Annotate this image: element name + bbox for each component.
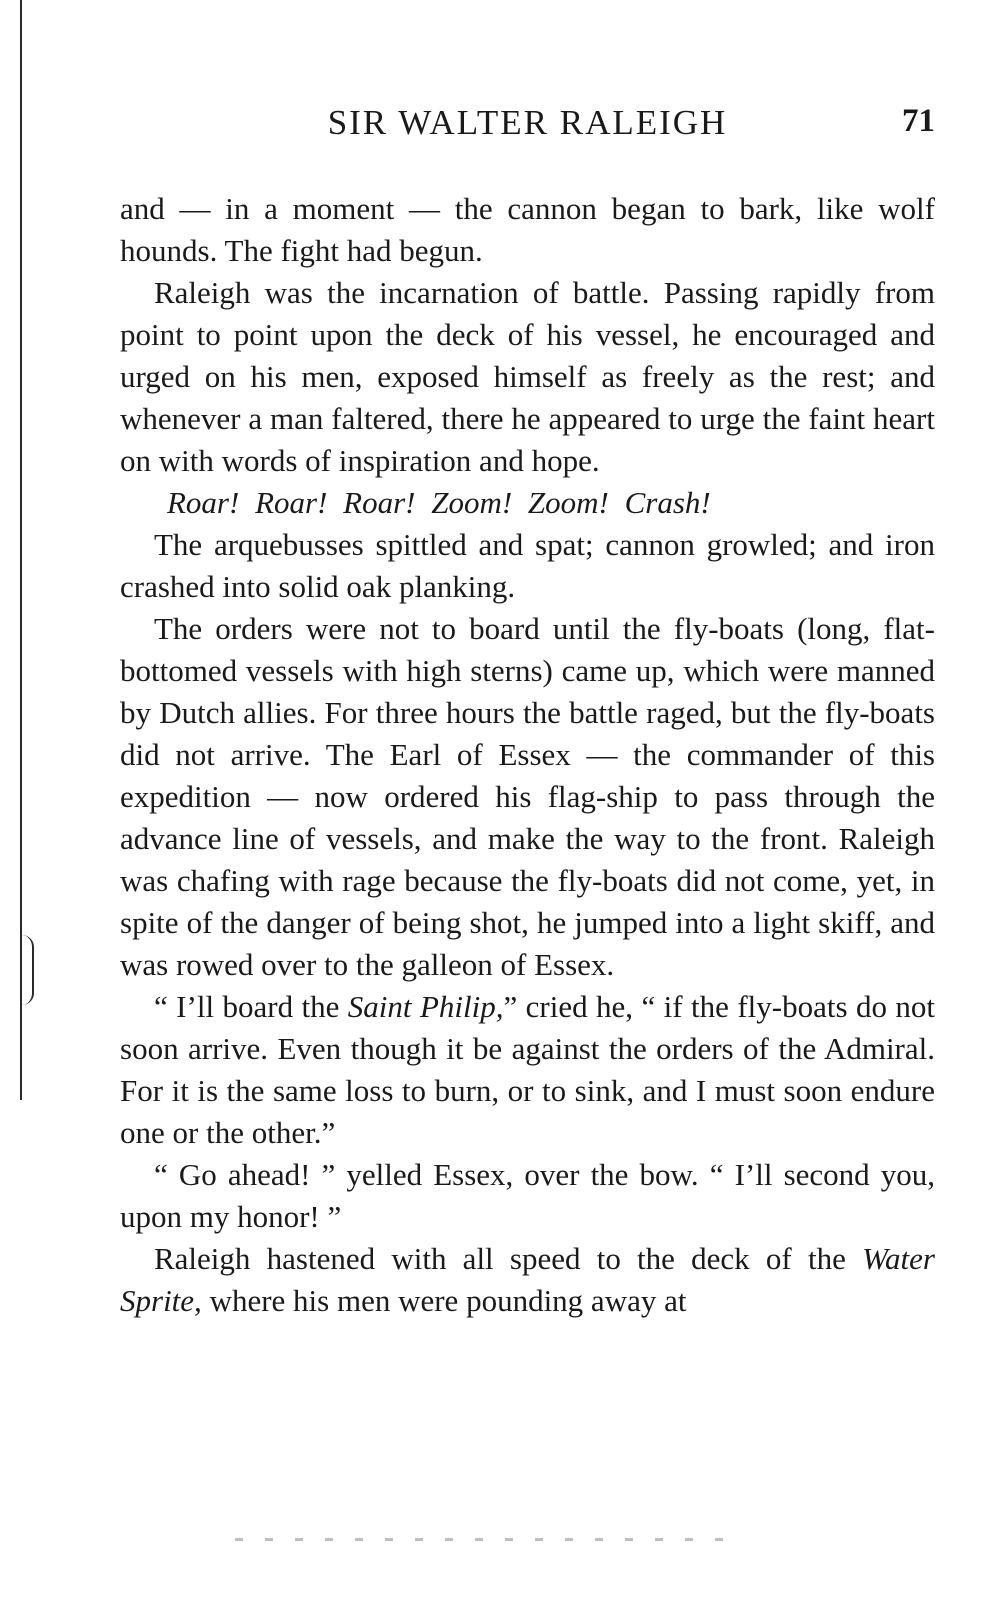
paragraph-2: Raleigh was the incarnation of battle. Passing rapidly from point to point upon the deck of his vessel, he encouraged and urged on his men, exposed himself as freely as the rest; and whenever a man faltered, there he appeared to urge the faint heart on with words of inspiration and hope.	[120, 275, 935, 478]
page-number: 71	[902, 103, 935, 139]
paragraph-8-part-a: Raleigh hastened with all speed to the deck of the	[154, 1241, 863, 1276]
running-head	[120, 103, 935, 153]
paragraph-8	[120, 1238, 935, 1322]
binding-mark	[22, 935, 34, 1005]
paragraph-7: “ Go ahead! ” yelled Essex, over the bow. “ I’ll second you, upon my honor! ”	[120, 1157, 935, 1234]
paragraph-8-part-b: where his men were pounding away at	[201, 1283, 687, 1318]
ship-name-water-sprite: Water Sprite,	[120, 1241, 935, 1318]
paragraph-6-part-a: “ I’ll board the	[154, 989, 348, 1024]
paragraph-6	[120, 986, 935, 1154]
paragraph-3-sound-effects: Roar! Roar! Roar! Zoom! Zoom! Crash!	[167, 485, 711, 520]
paragraph-6-part-b: ” cried he, “ if the fly-boats do not soon arrive. Even though it be against the orders of the Admiral. For it is the same loss to burn, or to sink, and I must soon endure one or the other.”	[120, 989, 935, 1150]
paragraph-5: The orders were not to board until the fly-boats (long, flat-bottomed vessels with high sterns) came up, which were manned by Dutch allies. For three hours the battle raged, but the fly-boats did not arrive. The Earl of Essex — the commander of this expedition — now ordered his flag-ship to pass through the advance line of vessels, and make the way to the front. Raleigh was chafing with rage because the fly-boats did not come, yet, in spite of the danger of being shot, he jumped into a light skiff, and was rowed over to the galleon of Essex.	[120, 611, 935, 982]
page-text	[120, 188, 935, 1322]
running-title: SIR WALTER RALEIGH	[327, 103, 728, 142]
paragraph-4: The arquebusses spittled and spat; cannon growled; and iron crashed into solid oak planking.	[120, 527, 935, 604]
paragraph-1: and — in a moment — the cannon began to bark, like wolf hounds. The fight had begun.	[120, 191, 935, 268]
bottom-print-smudge	[235, 1538, 735, 1541]
ship-name-saint-philip: Saint Philip,	[347, 989, 504, 1024]
